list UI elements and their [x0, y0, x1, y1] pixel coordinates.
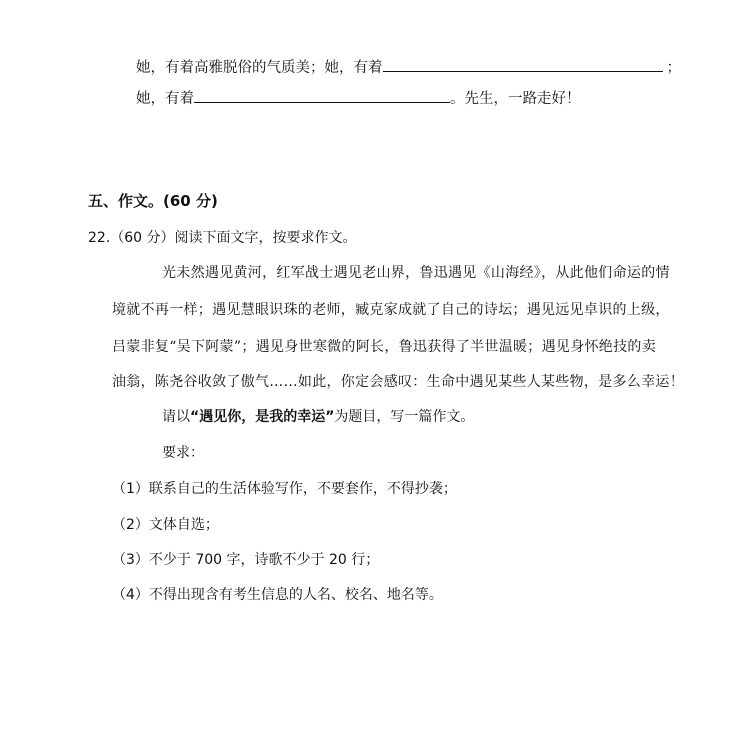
answer-blank-2[interactable] — [194, 89, 450, 103]
answer-blank-1[interactable] — [383, 58, 663, 72]
fill-line-1 — [136, 58, 681, 78]
fill-line-1-prefix: 她，有着高雅脱俗的气质美；她，有着 — [136, 60, 383, 76]
fill-line-2 — [136, 89, 581, 109]
requirement-1: （1）联系自己的生活体验写作，不要套作，不得抄袭； — [112, 481, 457, 497]
requirement-3: （3）不少于 700 字，诗歌不少于 20 行； — [112, 552, 380, 568]
passage-line-2: 境就不再一样；遇见慧眼识珠的老师，臧克家成就了自己的诗坛；遇见远见卓识的上级， — [112, 302, 670, 318]
instruction-before: 请以 — [162, 409, 190, 425]
section-heading: 五、作文。(60 分) — [88, 192, 218, 210]
question-22-header: 22.（60 分）阅读下面文字，按要求作文。 — [88, 230, 357, 246]
passage-line-1: 光未然遇见黄河，红军战士遇见老山界，鲁迅遇见《山海经》，从此他们命运的情 — [162, 265, 670, 281]
instruction-line — [162, 407, 474, 427]
requirement-2: （2）文体自选； — [112, 517, 219, 533]
requirements-label: 要求： — [162, 445, 204, 461]
fill-line-1-suffix: ； — [666, 60, 681, 76]
passage-line-4: 油翁，陈尧谷收敛了傲气……如此，你定会感叹：生命中遇见某些人某些物，是多么幸运！ — [112, 374, 684, 390]
fill-line-2-suffix: 。先生，一路走好！ — [450, 91, 581, 107]
passage-line-3: 吕蒙非复“吴下阿蒙”；遇见身世寒微的阿长，鲁迅获得了半世温暖；遇见身怀绝技的卖 — [112, 339, 657, 355]
requirement-4: （4）不得出现含有考生信息的人名、校名、地名等。 — [112, 587, 443, 603]
essay-title: “遇见你，是我的幸运” — [190, 409, 335, 425]
instruction-after: 为题目，写一篇作文。 — [334, 409, 475, 425]
fill-line-2-prefix: 她，有着 — [136, 91, 194, 107]
